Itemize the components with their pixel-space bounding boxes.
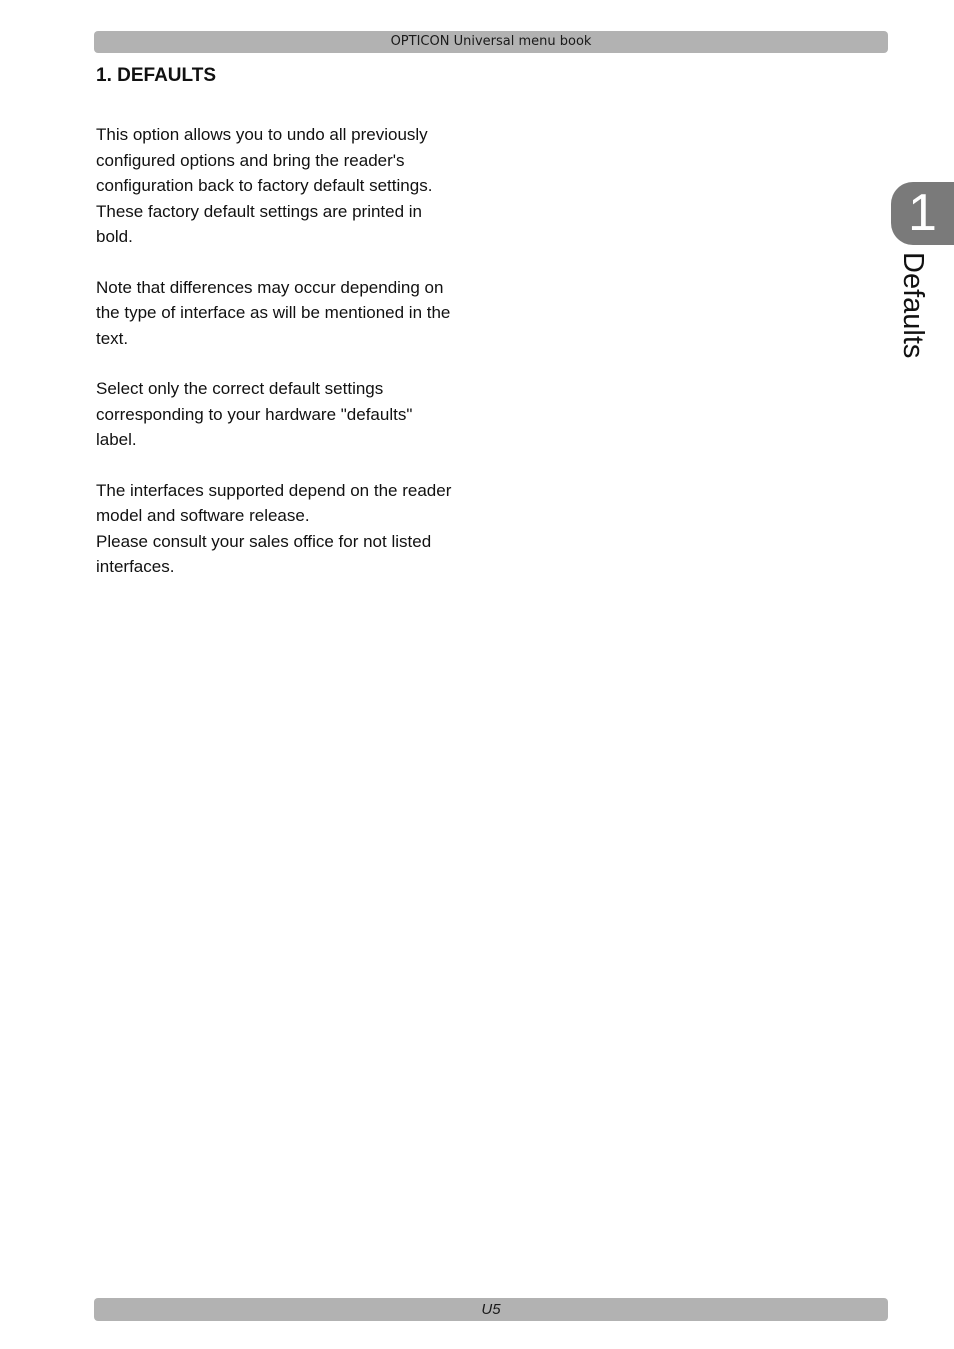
text-line: Please consult your sales office for not listed: [96, 531, 432, 551]
text-line: bold.: [96, 227, 133, 246]
text-line: model and software release.: [96, 506, 310, 525]
chapter-number: 1: [908, 184, 937, 242]
paragraph-note: [96, 275, 476, 352]
text-line: configuration back to factory default settings.: [96, 176, 433, 195]
footer-bar: [94, 1298, 888, 1321]
text-line: Note that differences may occur depending on: [96, 277, 444, 297]
page-number: U5: [481, 1301, 501, 1318]
text-line: Select only the correct default settings: [96, 379, 384, 398]
paragraph-select: [96, 376, 476, 453]
text-line: The interfaces supported depend on the reader: [96, 480, 452, 500]
chapter-label: Defaults: [897, 252, 929, 359]
text-line: text.: [96, 328, 129, 348]
header-bar: [94, 31, 888, 53]
paragraph-interfaces: [96, 478, 476, 580]
text-line: label.: [96, 430, 137, 449]
text-line: corresponding to your hardware "defaults": [96, 404, 413, 424]
text-line: the type of interface as will be mentioned in the: [96, 303, 451, 322]
text-line: This option allows you to undo all previously: [96, 125, 428, 144]
page-title: 1. DEFAULTS: [96, 65, 216, 86]
header-title: OPTICON Universal menu book: [390, 34, 592, 49]
text-line: These factory default settings are printed in: [96, 201, 423, 221]
chapter-number-tab: [891, 182, 954, 245]
body-text: [96, 122, 476, 605]
text-line: configured options and bring the reader's: [96, 150, 405, 170]
paragraph-intro: [96, 122, 476, 250]
text-line: interfaces.: [96, 557, 175, 576]
